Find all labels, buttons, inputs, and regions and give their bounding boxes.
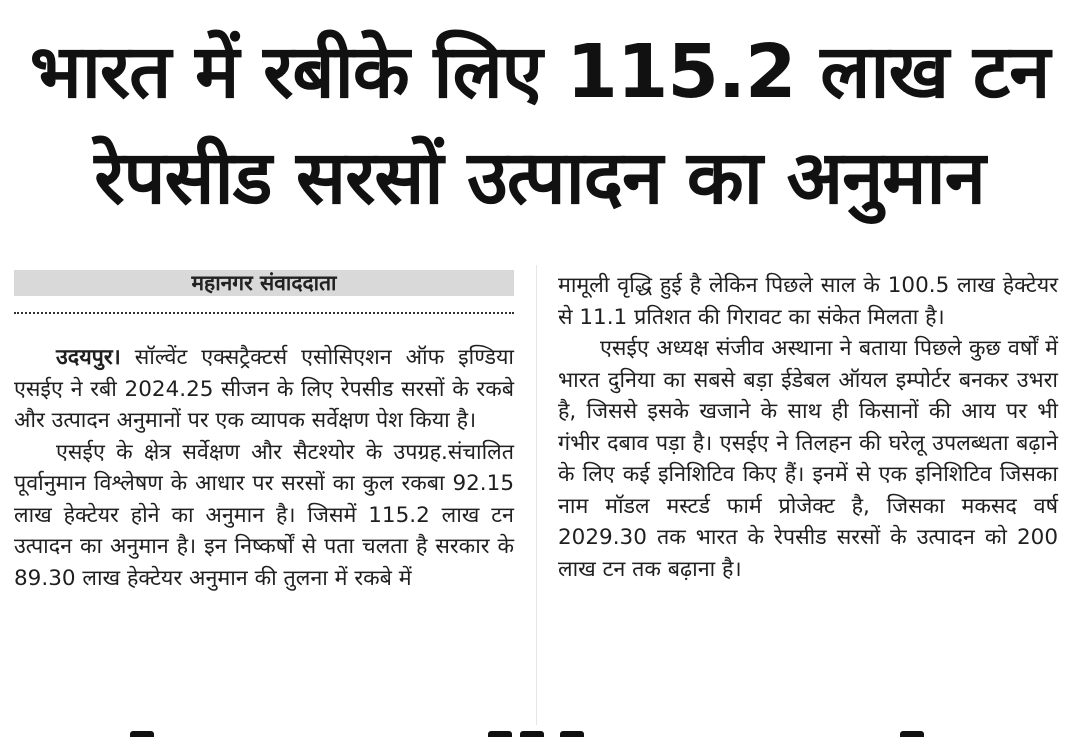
next-article-cut-off-glyphs <box>0 728 1079 737</box>
headline-line-2: रेपसीड सरसों उत्पादन का अनुमान <box>94 135 985 221</box>
article-paragraph-3: मामूली वृद्धि हुई है लेकिन पिछले साल के 100.5 लाख हेक्टेयर से 11.1 प्रतिशत की गिरावट का संकेत मिलता है। <box>558 273 1058 330</box>
column-divider <box>536 265 537 725</box>
dateline: उदयपुर। <box>56 345 121 370</box>
article-paragraph-1 <box>14 342 514 437</box>
article-right-column <box>558 270 1058 585</box>
headline-line-1: भारत में रबीके लिए 115.2 लाख टन <box>29 29 1050 115</box>
article-left-column <box>14 342 514 594</box>
byline-dotted-divider <box>14 312 514 314</box>
article-paragraph-4: एसईए अध्यक्ष संजीव अस्थाना ने बताया पिछले कुछ वर्षों में भारत दुनिया का सबसे बड़ा ईडेबल ऑयल इम्पोर्टर बनकर उभरा है, जिससे इसके खजाने के साथ ही किसानों की आय पर भी गंभीर दबाव पड़ा है। एसईए ने तिलहन की घरेलू उपलब्धता बढ़ाने के लिए कई इनिशिटिव किए हैं। इनमें से एक इनिशिटिव जिसका नाम मॉडल मस्टर्ड फार्म प्रोजेक्ट है, जिसका मकसद वर्ष 2029.30 तक भारत के रेपसीड सरसों के उत्पादन को 200 लाख टन तक बढ़ाना है। <box>558 336 1058 582</box>
byline: महानगर संवाददाता <box>14 270 514 296</box>
article-paragraph-2: एसईए के क्षेत्र सर्वेक्षण और सैटश्योर के उपग्रह.संचालित पूर्वानुमान विश्लेषण के आधार पर सरसों का कुल रकबा 92.15 लाख हेक्टेयर होने का अनुमान है। जिसमें 115.2 लाख टन उत्पादन का अनुमान है। इन निष्कर्षों से पता चलता है सरकार के 89.30 लाख हेक्टेयर अनुमान की तुलना में रकबे में <box>14 439 514 591</box>
paragraph-1-text: सॉल्वेंट एक्सट्रैक्टर्स एसोसिएशन ऑफ इण्डिया एसईए ने रबी 2024.25 सीजन के लिए रेपसीड सरसों के रकबे और उत्पादन अनुमानों पर एक व्यापक सर्वेक्षण पेश किया है। <box>14 345 514 433</box>
